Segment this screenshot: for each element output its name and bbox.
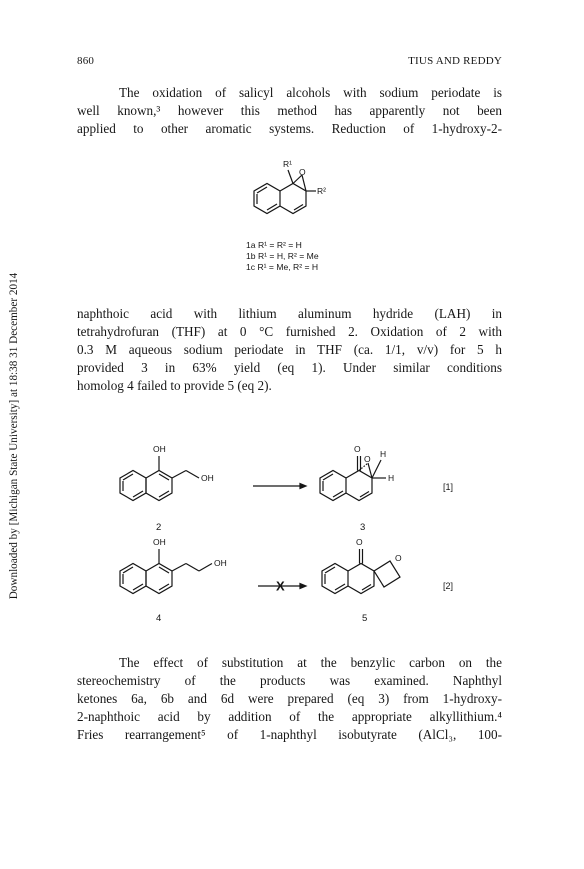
text-line: stereochemistry of the products was examined. Naphthyl [77, 673, 502, 688]
text-line: applied to other aromatic systems. Reduction of 1-hydroxy-2- [77, 121, 502, 136]
compound-4-structure [120, 549, 212, 594]
text-line: 0.3 M aqueous sodium periodate in THF (ca. 1/1, v/v) for 5 h [77, 342, 502, 357]
text-line: provided 3 in 63% yield (eq 1). Under similar conditions [77, 360, 502, 375]
oh-label: OH [153, 537, 166, 547]
reaction-scheme [100, 438, 500, 638]
hydrogen-label: H [380, 449, 387, 459]
r1-label: R¹ [283, 159, 292, 169]
oxygen-label: O [356, 537, 363, 547]
running-head: TIUS AND REDDY [408, 55, 502, 67]
page-number: 860 [77, 55, 95, 67]
oh-label: OH [214, 558, 227, 568]
epoxide-structure-1 [236, 155, 366, 235]
text-line: The effect of substitution at the benzylic carbon on the [119, 655, 502, 670]
oh-label: OH [201, 473, 214, 483]
text-line: 2-naphthoic acid by addition of the appropriate alkyllithium.⁴ [77, 709, 502, 724]
r2-label: R² [317, 186, 326, 196]
cyclohexadiene-ring [280, 184, 306, 214]
compound-label-3: 3 [360, 522, 366, 533]
compound-3-structure [320, 456, 386, 501]
text-line: Fries rearrangement⁵ of 1-naphthyl isobutyrate (AlCl₃, 100- [77, 727, 502, 742]
oxygen-label: O [299, 167, 306, 177]
oxygen-label: O [364, 454, 371, 464]
text-line: The oxidation of salicyl alcohols with sodium periodate is [119, 85, 502, 100]
compound-2-structure [120, 456, 199, 501]
legend-item-1b: 1b R¹ = H, R² = Me [246, 251, 319, 261]
compound-label-4: 4 [156, 613, 162, 624]
paragraph-3 [77, 654, 502, 744]
compound-5-structure [322, 549, 400, 594]
text-line: well known,³ however this method has apparently not been [77, 103, 502, 118]
equation-number-2: [2] [443, 581, 454, 591]
equation-number-1: [1] [443, 482, 454, 492]
oxygen-label: O [354, 444, 361, 454]
compound-label-2: 2 [156, 522, 162, 533]
legend-item-1a: 1a R¹ = R² = H [246, 240, 302, 250]
download-watermark: Downloaded by [Michigan State University] at 18:38 31 December 2014 [8, 272, 20, 600]
compound-label-5: 5 [362, 613, 368, 624]
cross-mark: X [276, 578, 285, 594]
benzene-ring [254, 184, 280, 214]
text-line: naphthoic acid with lithium aluminum hydride (LAH) in [77, 306, 502, 321]
paragraph-1 [77, 84, 502, 138]
oxygen-label: O [395, 553, 402, 563]
text-line: ketones 6a, 6b and 6d were prepared (eq 3) from 1-hydroxy- [77, 691, 502, 706]
paragraph-2 [77, 305, 502, 395]
structure-legend [246, 240, 319, 273]
text-line: homolog 4 failed to provide 5 (eq 2). [77, 378, 272, 393]
legend-item-1c: 1c R¹ = Me, R² = H [246, 262, 319, 272]
hydrogen-label: H [388, 473, 395, 483]
oh-label: OH [153, 444, 166, 454]
text-line: tetrahydrofuran (THF) at 0 °C furnished 2. Oxidation of 2 with [77, 324, 502, 339]
